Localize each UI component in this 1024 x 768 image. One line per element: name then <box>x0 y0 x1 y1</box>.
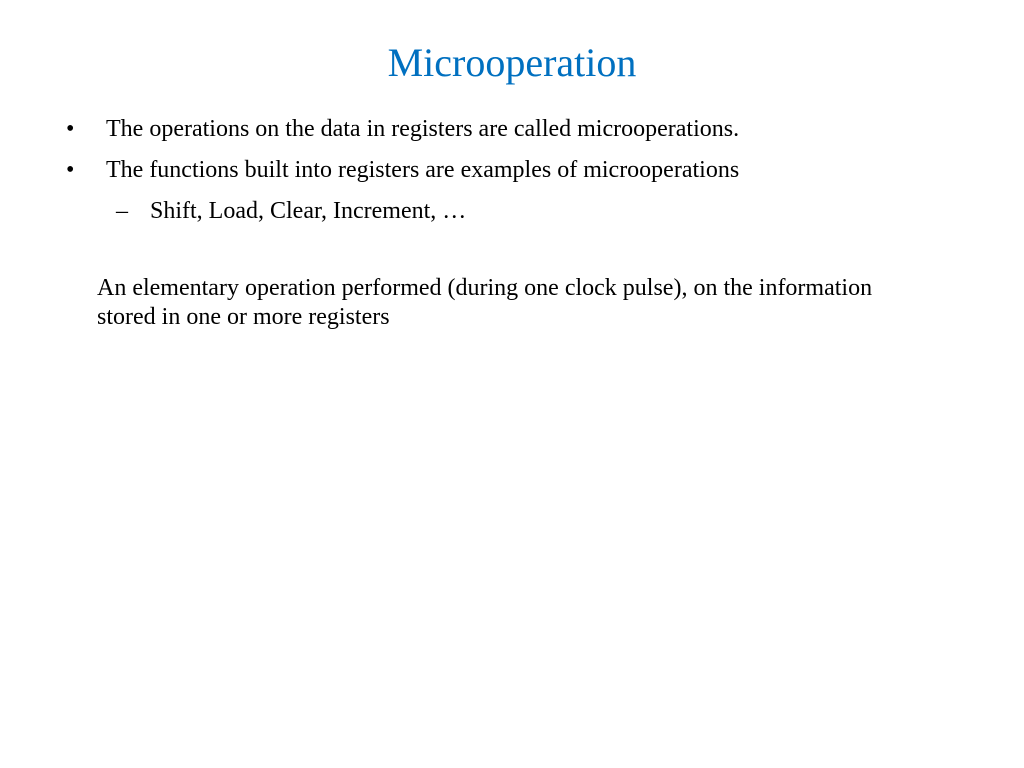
slide-title: Microoperation <box>387 40 637 85</box>
bullet-text: The functions built into registers are examples of microoperations <box>106 157 740 183</box>
bullet-list <box>60 113 960 231</box>
bullet-item <box>60 113 960 154</box>
sub-bullet-text: Shift, Load, Clear, Increment, … <box>150 198 467 224</box>
sub-bullet-item <box>60 195 960 231</box>
bullet-marker: • <box>66 116 75 142</box>
bullet-text: The operations on the data in registers are called microoperations. <box>106 116 740 142</box>
sub-bullet-marker: – <box>116 198 128 224</box>
bullet-marker: • <box>66 157 75 183</box>
definition-text: An elementary operation performed (during one clock pulse), on the information stored in one or more registers <box>97 275 873 330</box>
bullet-item <box>60 154 960 195</box>
